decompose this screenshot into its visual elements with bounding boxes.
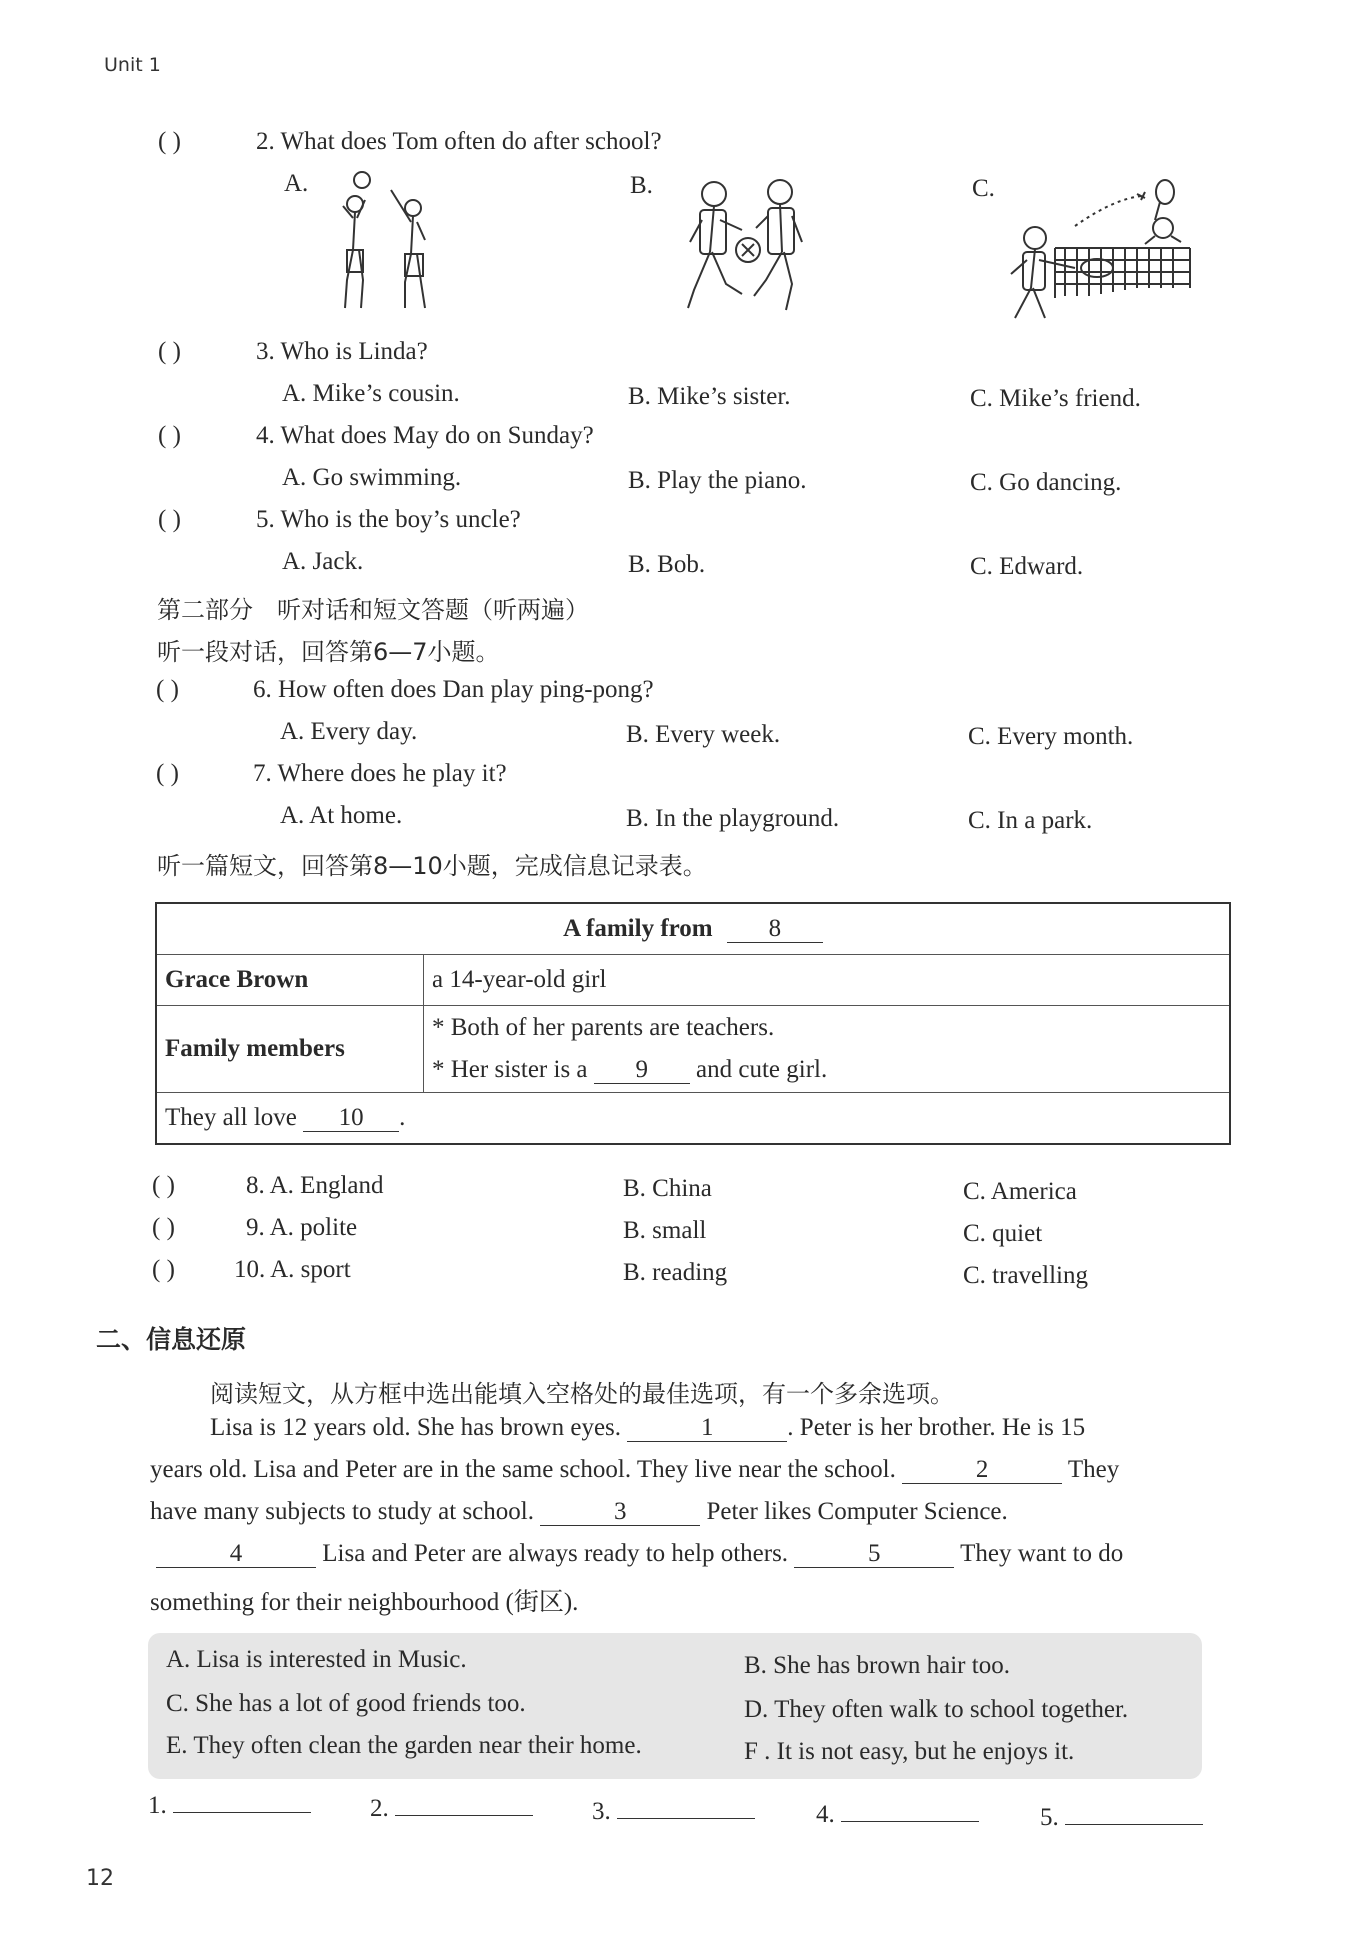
answer-number: 4. xyxy=(816,1801,835,1828)
option-3b[interactable]: B. Mike’s sister. xyxy=(628,383,791,410)
blank-9[interactable]: 9 xyxy=(594,1057,690,1084)
answer-number: 2. xyxy=(370,1795,389,1822)
row-label-family: Family members xyxy=(156,1006,424,1093)
passage-line-5: something for their neighbourhood (街区). xyxy=(150,1589,579,1616)
passage-text: Peter likes Computer Science. xyxy=(706,1498,1008,1525)
option-8a[interactable]: 8. A. England xyxy=(246,1172,384,1199)
option-4a[interactable]: A. Go swimming. xyxy=(282,464,462,491)
passage-line-1 xyxy=(210,1414,1085,1442)
answer-paren[interactable]: ( ) xyxy=(152,1256,175,1283)
blank-10[interactable]: 10 xyxy=(303,1105,399,1132)
question-6-prompt: 6. How often does Dan play ping-pong? xyxy=(253,676,654,703)
soccer-players-icon xyxy=(682,172,812,324)
option-6a[interactable]: A. Every day. xyxy=(280,718,418,745)
blank-5[interactable]: 5 xyxy=(794,1541,954,1568)
unit-label: Unit 1 xyxy=(104,54,161,76)
section2-instruction: 阅读短文，从方框中选出能填入空格处的最佳选项，有一个多余选项。 xyxy=(210,1380,954,1408)
option-8b[interactable]: B. China xyxy=(623,1175,712,1202)
part2-title: 第二部分 听对话和短文答题（听两遍） xyxy=(157,596,589,624)
blank-2[interactable]: 2 xyxy=(902,1457,1062,1484)
option-5a[interactable]: A. Jack. xyxy=(282,548,364,575)
option-10c[interactable]: C. travelling xyxy=(963,1262,1088,1289)
answer-paren[interactable]: ( ) xyxy=(156,676,179,703)
blank-1[interactable]: 1 xyxy=(627,1415,787,1442)
blank-8[interactable]: 8 xyxy=(727,916,823,943)
passage-instruction: 听一篇短文，回答第8—10小题，完成信息记录表。 xyxy=(157,852,707,880)
question-3-prompt: 3. Who is Linda? xyxy=(256,338,428,365)
answer-number: 5. xyxy=(1040,1804,1059,1831)
passage-text: have many subjects to study at school. xyxy=(150,1498,534,1525)
answer-paren[interactable]: ( ) xyxy=(158,506,181,533)
option-2a-label[interactable]: A. xyxy=(284,170,309,197)
option-c[interactable]: C. She has a lot of good friends too. xyxy=(166,1690,526,1717)
answer-paren[interactable]: ( ) xyxy=(152,1214,175,1241)
family-line-1: * Both of her parents are teachers. xyxy=(432,1014,775,1041)
answer-number: 3. xyxy=(592,1798,611,1825)
row-label-grace: Grace Brown xyxy=(156,955,424,1006)
option-e[interactable]: E. They often clean the garden near their home. xyxy=(166,1732,642,1759)
option-6c[interactable]: C. Every month. xyxy=(968,723,1134,750)
option-a[interactable]: A. Lisa is interested in Music. xyxy=(166,1646,467,1673)
option-4b[interactable]: B. Play the piano. xyxy=(628,467,807,494)
passage-line-4 xyxy=(156,1540,1123,1568)
option-3c[interactable]: C. Mike’s friend. xyxy=(970,385,1141,412)
option-7b[interactable]: B. In the playground. xyxy=(626,805,840,832)
passage-text: They want to do xyxy=(960,1540,1124,1567)
question-7-prompt: 7. Where does he play it? xyxy=(253,760,507,787)
answer-slot-1[interactable] xyxy=(148,1792,311,1820)
answer-blank[interactable] xyxy=(1065,1824,1203,1825)
answer-slot-2[interactable] xyxy=(370,1795,533,1823)
row-value-family xyxy=(424,1006,1231,1093)
option-5b[interactable]: B. Bob. xyxy=(628,551,706,578)
passage-line-2 xyxy=(150,1456,1119,1484)
option-b[interactable]: B. She has brown hair too. xyxy=(744,1652,1010,1679)
answer-paren[interactable]: ( ) xyxy=(158,422,181,449)
option-9a[interactable]: 9. A. polite xyxy=(246,1214,358,1241)
passage-text: Lisa is 12 years old. She has brown eyes. xyxy=(210,1414,622,1441)
basketball-players-icon xyxy=(325,170,455,322)
table-title: A family from xyxy=(563,914,713,942)
passage-text: years old. Lisa and Peter are in the same school. They live near the school. xyxy=(150,1456,896,1483)
answer-paren[interactable]: ( ) xyxy=(156,760,179,787)
option-9c[interactable]: C. quiet xyxy=(963,1220,1043,1247)
family-line-2-post: and cute girl. xyxy=(696,1056,828,1083)
option-2b-label[interactable]: B. xyxy=(630,172,653,199)
passage-text: Lisa and Peter are always ready to help others. xyxy=(322,1540,789,1567)
passage-text: They xyxy=(1067,1456,1120,1483)
love-pre: They all love xyxy=(165,1103,297,1131)
option-4c[interactable]: C. Go dancing. xyxy=(970,469,1122,496)
info-record-table xyxy=(155,902,1231,1145)
answer-paren[interactable]: ( ) xyxy=(158,128,181,155)
dialog-instruction: 听一段对话，回答第6—7小题。 xyxy=(157,638,500,666)
question-4-prompt: 4. What does May do on Sunday? xyxy=(256,422,594,449)
answer-slot-3[interactable] xyxy=(592,1798,755,1826)
question-2-prompt: 2. What does Tom often do after school? xyxy=(256,128,662,155)
option-3a[interactable]: A. Mike’s cousin. xyxy=(282,380,460,407)
section2-title: 二、信息还原 xyxy=(96,1325,247,1354)
page-number: 12 xyxy=(86,1866,114,1891)
love-post: . xyxy=(399,1103,406,1131)
table-title-cell xyxy=(156,903,1230,955)
option-6b[interactable]: B. Every week. xyxy=(626,721,781,748)
answer-blank[interactable] xyxy=(395,1815,533,1816)
option-8c[interactable]: C. America xyxy=(963,1178,1077,1205)
passage-line-3 xyxy=(150,1498,1008,1526)
answer-slot-5[interactable] xyxy=(1040,1804,1203,1832)
blank-4[interactable]: 4 xyxy=(156,1541,316,1568)
answer-number: 1. xyxy=(148,1792,167,1819)
answer-blank[interactable] xyxy=(617,1818,755,1819)
answer-blank[interactable] xyxy=(173,1812,311,1813)
answer-slot-4[interactable] xyxy=(816,1801,979,1829)
option-7c[interactable]: C. In a park. xyxy=(968,807,1093,834)
option-d[interactable]: D. They often walk to school together. xyxy=(744,1696,1129,1723)
family-line-2 xyxy=(432,1049,1221,1091)
row-value-grace: a 14-year-old girl xyxy=(424,955,1231,1006)
answer-paren[interactable]: ( ) xyxy=(158,338,181,365)
passage-text: . Peter is her brother. He is 15 xyxy=(787,1414,1086,1441)
answer-blank[interactable] xyxy=(841,1821,979,1822)
blank-3[interactable]: 3 xyxy=(540,1499,700,1526)
option-9b[interactable]: B. small xyxy=(623,1217,707,1244)
option-5c[interactable]: C. Edward. xyxy=(970,553,1084,580)
question-5-prompt: 5. Who is the boy’s uncle? xyxy=(256,506,521,533)
family-line-2-pre: * Her sister is a xyxy=(432,1056,588,1083)
answer-paren[interactable]: ( ) xyxy=(152,1172,175,1199)
option-f[interactable]: F . It is not easy, but he enjoys it. xyxy=(744,1738,1075,1765)
option-2c-label[interactable]: C. xyxy=(972,175,995,202)
option-10a[interactable]: 10. A. sport xyxy=(234,1256,351,1283)
option-7a[interactable]: A. At home. xyxy=(280,802,403,829)
tennis-players-icon xyxy=(1005,178,1205,335)
row-love xyxy=(156,1093,1230,1145)
option-10b[interactable]: B. reading xyxy=(623,1259,728,1286)
